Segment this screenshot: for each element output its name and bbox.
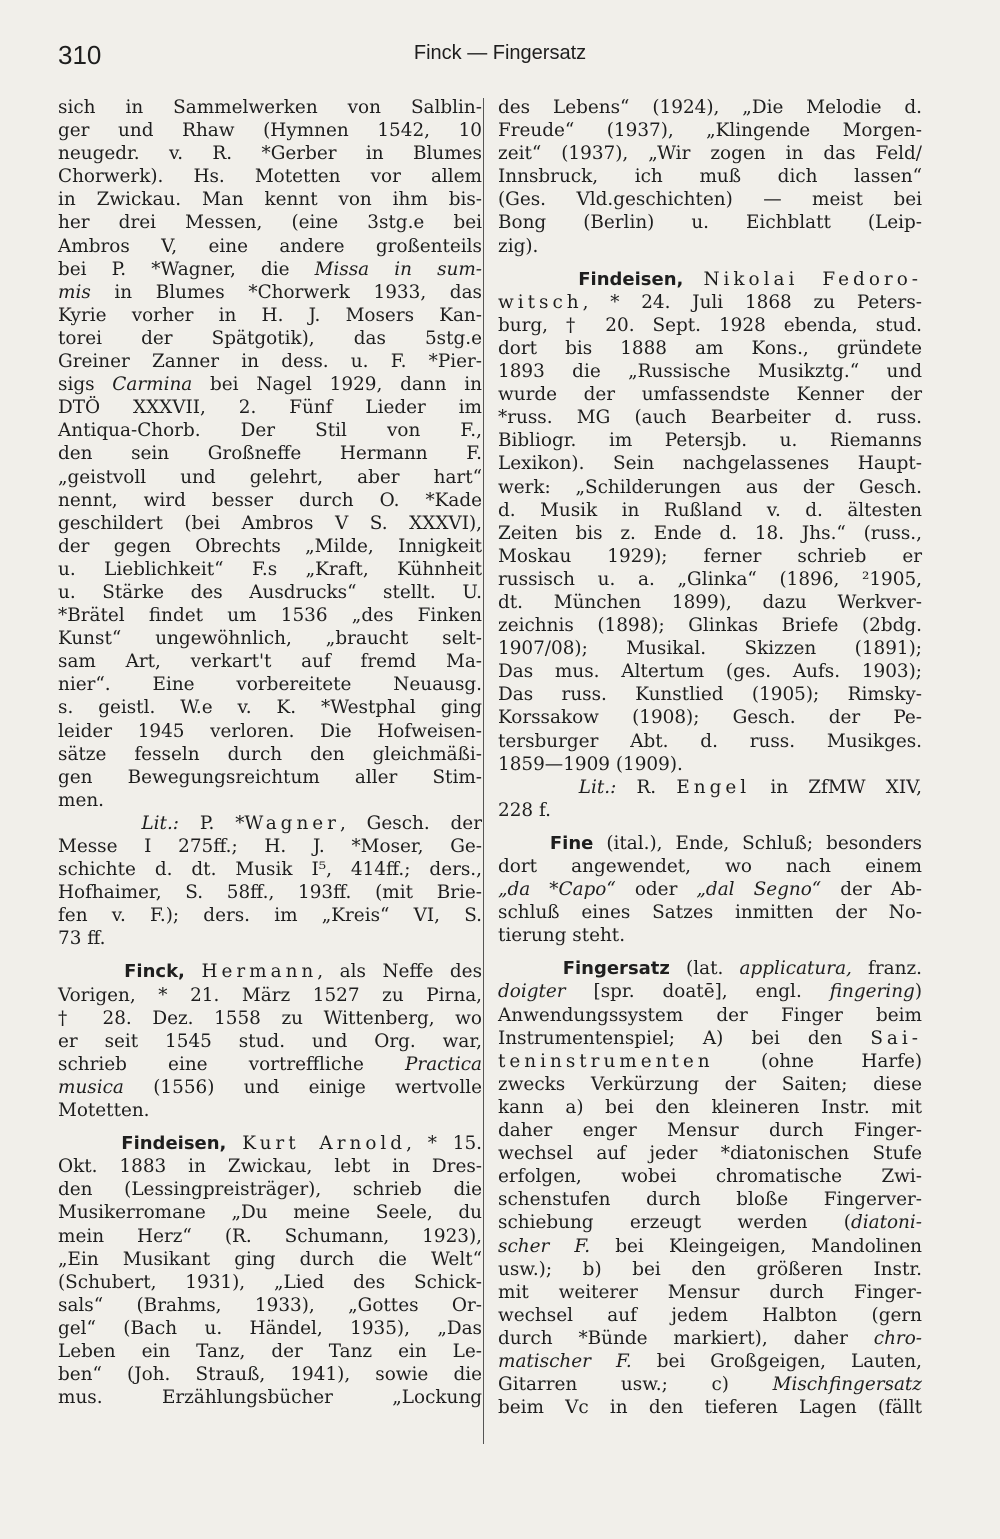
right-column-line: Fine (ital.), Ende, Schluß; besonders (549, 832, 922, 854)
right-column-line: russisch u. a. „Glinka“ (1896, ²1905, (498, 568, 922, 590)
right-column-line: witsch, * 24. Juli 1868 zu Peters- (498, 291, 922, 313)
left-column (58, 96, 482, 1409)
left-column-line: Motetten. (58, 1100, 150, 1122)
running-title: Finck — Fingersatz (413, 42, 587, 64)
right-column-line: schenstufen durch bloße Fingerver- (498, 1189, 922, 1211)
left-column-line: in Zwickau. Man kennt von ihm bis- (58, 189, 482, 211)
right-column-line: Lexikon). Sein nachgelassenes Haupt- (498, 453, 922, 475)
left-column-line: leider 1945 verloren. Die Hofweisen- (58, 720, 482, 742)
right-column-line: wechsel auf jeder *diatonischen Stufe (498, 1143, 922, 1165)
right-column-line: tierung steht. (498, 925, 626, 947)
right-column-line: Instrumentenspiel; A) bei den Sai- (498, 1027, 922, 1049)
left-column-line: mus. Erzählungsbücher „Lockung (58, 1387, 482, 1409)
right-column-line: 1907/08); Musikal. Skizzen (1891); (498, 638, 922, 660)
left-column-line: Kyrie vorher in H. J. Mosers Kan- (58, 304, 482, 326)
left-column-line: men. (58, 789, 105, 811)
left-column-line: sätze fesseln durch den gleichmäßi- (58, 743, 482, 765)
left-column-line: ger und Rhaw (Hymnen 1542, 10 (58, 120, 482, 142)
left-column-line: gel“ (Bach u. Händel, 1935), „Das (58, 1317, 482, 1339)
left-column-line: gen Bewegungsreichtum aller Stim- (58, 766, 482, 788)
right-column-line: werk: „Schilderungen aus der Gesch. (498, 476, 922, 498)
left-column-line: Findeisen, Kurt Arnold, * 15. (121, 1133, 482, 1155)
left-column-line: schrieb eine vortreffliche Practica (58, 1053, 482, 1075)
page-number: 310 (58, 40, 102, 70)
right-column-line: d. Musik in Rußland v. d. ältesten (498, 499, 922, 521)
left-column-line: mein Herz“ (R. Schumann, 1923), (58, 1225, 482, 1247)
right-column-line: usw.); b) bei den größeren Instr. (498, 1258, 922, 1280)
right-column-line: wechsel auf jedem Halbton (gern (498, 1304, 922, 1326)
left-column-line: sam Art, verkart't auf fremd Ma- (58, 651, 482, 673)
right-column-line: zig). (498, 235, 539, 257)
left-column-line: Lit.: P. *Wagner, Gesch. der (141, 812, 482, 834)
right-column-line: wurde der umfassendste Kenner der (498, 384, 922, 406)
right-column-line: 1859—1909 (1909). (498, 753, 683, 775)
left-column-line: „Ein Musikant ging durch die Welt“ (58, 1248, 482, 1270)
left-column-line: Musikerromane „Du meine Seele, du (58, 1202, 482, 1224)
right-column-line: matischer F. bei Großgeigen, Lauten, (498, 1350, 922, 1372)
right-column-line: zeichnis (1898); Glinkas Briefe (2bdg. (498, 615, 922, 637)
left-column-line: der gegen Obrechts „Milde, Innigkeit (58, 535, 482, 557)
column-divider (483, 98, 484, 1444)
left-column-line: den (Lessingpreisträger), schrieb die (58, 1179, 482, 1201)
left-column-line: „geistvoll und gelehrt, aber hart“ (58, 466, 482, 488)
left-column-line: torei der Spätgotik), das 5stg.e (58, 327, 482, 349)
right-column-line: daher enger Mensur durch Finger- (498, 1120, 922, 1142)
left-column-line: Kunst“ ungewöhnlich, „braucht selt- (58, 628, 482, 650)
right-column-line: Freude“ (1937), „Klingende Morgen- (498, 120, 922, 142)
left-column-line: sigs Carmina bei Nagel 1929, dann in (58, 374, 482, 396)
left-column-line: u. Lieblichkeit“ F.s „Kraft, Kühnheit (58, 558, 482, 580)
right-column-line: „da *Capo“ oder „dal Segno“ der Ab- (498, 879, 922, 901)
right-column-line: Fingersatz (lat. applicatura, franz. (562, 958, 922, 980)
right-column-line: dort angewendet, wo nach einem (498, 856, 922, 877)
right-column-line: erfolgen, wobei chromatische Zwi- (498, 1166, 922, 1188)
right-column-line: doigter [spr. doatē], engl. fingering) (498, 981, 922, 1003)
right-column-line: Findeisen, Nikolai Fedoro- (578, 268, 922, 290)
left-column-line: Greiner Zanner in dess. u. F. *Pier- (58, 351, 482, 373)
right-column-line: 1893 die „Russische Musikztg.“ und (498, 361, 922, 383)
right-column-line: Das mus. Altertum (ges. Aufs. 1903); (498, 661, 922, 683)
right-column-line: (Ges. Vld.geschichten) — meist bei (498, 189, 922, 211)
right-column-line: zwecks Verkürzung der Saiten; diese (498, 1073, 922, 1095)
right-column-line: Gitarren usw.; c) Mischfingersatz (498, 1374, 922, 1396)
left-column-line: den sein Großneffe Hermann F. (58, 443, 482, 465)
right-column-line: mit weiterer Mensur durch Finger- (498, 1281, 922, 1303)
left-column-line: Leben ein Tanz, der Tanz ein Le- (58, 1340, 482, 1362)
right-column-line: Moskau 1929); ferner schrieb er (498, 545, 922, 567)
left-column-line: geschildert (bei Ambros V S. XXXVI), (58, 512, 482, 534)
right-column-line: dt. München 1899), dazu Werkver- (498, 591, 922, 613)
left-column-line: Finck, Hermann, als Neffe des (124, 961, 483, 983)
left-column-line: mis in Blumes *Chorwerk 1933, das (58, 281, 482, 303)
left-column-line: nier“. Eine vorbereitete Neuausg. (58, 674, 482, 696)
left-column-line: nennt, wird besser durch O. *Kade (58, 489, 482, 511)
right-column-line: zeit“ (1937), „Wir zogen in das Feld/ (498, 143, 922, 165)
left-column-line: Chorwerk). Hs. Motetten vor allem (58, 166, 482, 188)
left-column-line: u. Stärke des Ausdrucks“ stellt. U. (58, 581, 482, 603)
right-column-line: Innsbruck, ich muß dich lassen“ (498, 166, 922, 188)
right-column-line: tersburger Abt. d. russ. Musikges. (498, 730, 922, 752)
right-column-line: Bibliogr. im Petersjb. u. Riemanns (498, 430, 922, 452)
left-column-line: s. geistl. W.e v. K. *Westphal ging (58, 697, 482, 719)
right-column (498, 96, 922, 1419)
left-column-line: Hofhaimer, S. 58ff., 193ff. (mit Brie- (58, 882, 482, 904)
left-column-line: sals“ (Brahms, 1933), „Gottes Or- (58, 1294, 482, 1316)
left-column-line: ben“ (Joh. Strauß, 1941), sowie die (58, 1364, 482, 1386)
left-column-line: musica (1556) und einige wertvolle (58, 1076, 482, 1098)
left-column-line: *Brätel findet um 1536 „des Finken (58, 605, 482, 627)
right-column-line: schluß eines Satzes inmitten der No- (498, 902, 922, 924)
right-column-line: Bong (Berlin) u. Eichblatt (Leip- (498, 212, 922, 234)
left-column-line: schichte d. dt. Musik I⁵, 414ff.; ders., (58, 859, 482, 881)
right-column-line: kann a) bei den kleineren Instr. mit (498, 1096, 922, 1118)
right-column-line: Korssakow (1908); Gesch. der Pe- (498, 707, 922, 729)
left-column-line: Messe I 275ff.; H. J. *Moser, Ge- (58, 836, 482, 857)
right-column-line: burg, † 20. Sept. 1928 ebenda, stud. (498, 314, 922, 336)
left-column-line: 73 ff. (58, 928, 106, 950)
right-column-line: Anwendungssystem der Finger beim (498, 1004, 922, 1026)
left-column-line: her drei Messen, (eine 3stg.e bei (58, 212, 482, 234)
right-column-line: Zeiten bis z. Ende d. 18. Jhs.“ (russ., (498, 522, 922, 544)
right-column-line: schiebung erzeugt werden (diatoni- (498, 1212, 922, 1234)
left-column-line: fen v. F.); ders. im „Kreis“ VI, S. (58, 905, 482, 927)
right-column-line: dort bis 1888 am Kons., gründete (498, 337, 922, 359)
right-column-line: scher F. bei Kleingeigen, Mandolinen (498, 1235, 923, 1257)
right-column-line: 228 f. (498, 799, 551, 821)
left-column-line: er seit 1545 stud. und Org. war, (58, 1030, 482, 1052)
right-column-line: Das russ. Kunstlied (1905); Rimsky- (498, 684, 922, 706)
right-column-line: durch *Bünde markiert), daher chro- (498, 1327, 922, 1349)
left-column-line: Ambros V, eine andere großenteils (58, 235, 482, 257)
left-column-line: Okt. 1883 in Zwickau, lebt in Dres- (58, 1156, 482, 1178)
left-column-line: Antiqua-Chorb. Der Stil von F., (58, 420, 482, 442)
right-column-line: teninstrumenten (ohne Harfe) (498, 1050, 922, 1072)
right-column-line: beim Vc in den tieferen Lagen (fällt (498, 1397, 922, 1419)
left-column-line: bei P. *Wagner, die Missa in sum- (58, 258, 483, 280)
left-column-line: † 28. Dez. 1558 zu Wittenberg, wo (58, 1007, 482, 1029)
right-column-line: des Lebens“ (1924), „Die Melodie d. (498, 97, 922, 118)
left-column-line: (Schubert, 1931), „Lied des Schick- (58, 1271, 482, 1293)
left-column-line: neugedr. v. R. *Gerber in Blumes (58, 143, 482, 165)
left-column-line: Vorigen, * 21. März 1527 zu Pirna, (58, 984, 482, 1006)
left-column-line: DTÖ XXXVII, 2. Fünf Lieder im (58, 397, 482, 419)
right-column-line: Lit.: R. Engel in ZfMW XIV, (578, 776, 922, 798)
right-column-line: *russ. MG (auch Bearbeiter d. russ. (498, 407, 922, 429)
left-column-line: sich in Sammelwerken von Salblin- (58, 97, 482, 118)
